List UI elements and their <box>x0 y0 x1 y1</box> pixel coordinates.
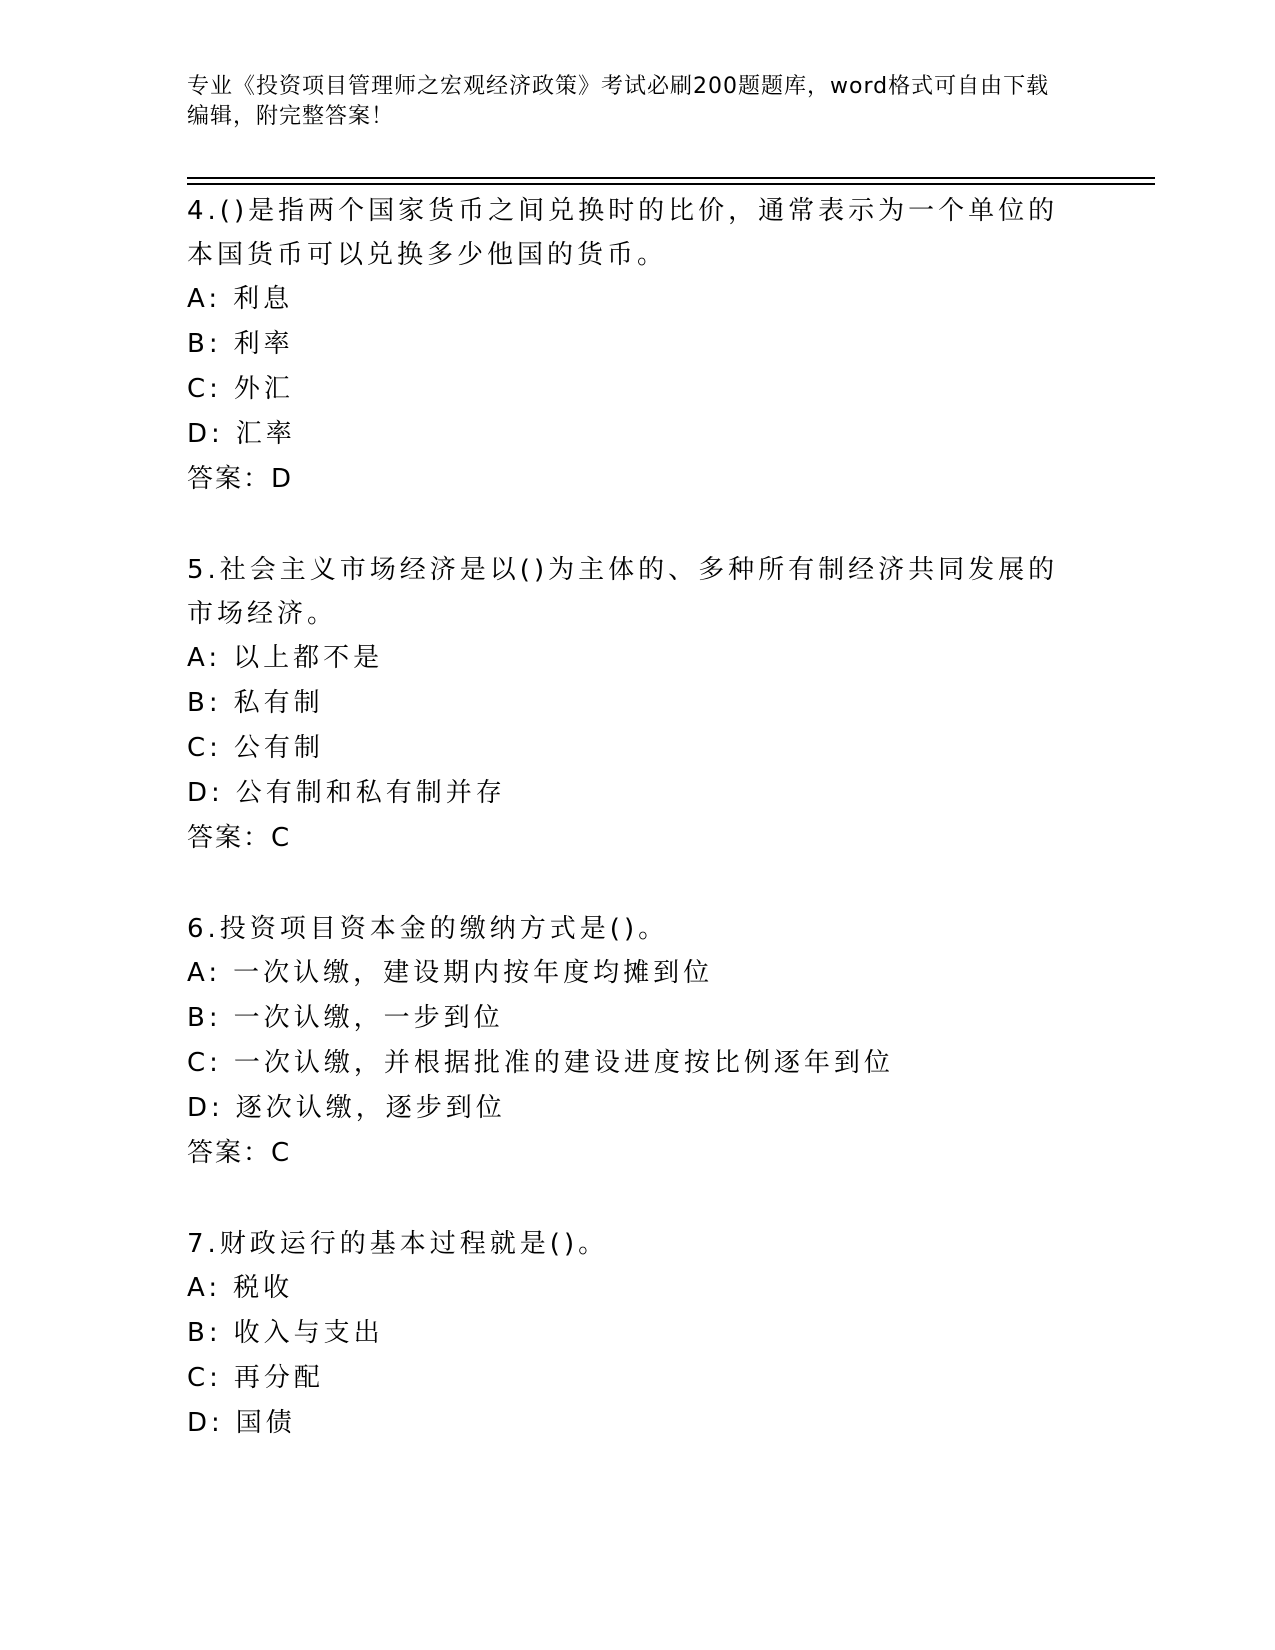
option-d: D: 汇率 <box>187 419 296 449</box>
option-key: C <box>187 733 210 763</box>
option-key: B <box>187 688 209 718</box>
option-key: B <box>187 1318 209 1348</box>
option-key: D <box>187 1408 212 1438</box>
option-text: 外汇 <box>233 374 294 404</box>
option-b: B: 利率 <box>187 329 294 359</box>
option-key: C <box>187 1048 210 1078</box>
option-key: C <box>187 1363 210 1393</box>
question-7 <box>187 1222 1067 1446</box>
question-4 <box>187 189 1067 502</box>
option-text: 一次认缴，建设期内按年度均摊到位 <box>233 958 714 988</box>
option-key: A <box>187 284 209 314</box>
question-5 <box>187 548 1067 861</box>
option-c: C: 公有制 <box>187 733 324 763</box>
option-a: A: 税收 <box>187 1273 294 1303</box>
option-key: D <box>187 419 212 449</box>
option-a: A: 一次认缴，建设期内按年度均摊到位 <box>187 958 714 988</box>
option-b: B: 收入与支出 <box>187 1318 384 1348</box>
option-d: D: 公有制和私有制并存 <box>187 778 506 808</box>
option-d: D: 逐次认缴，逐步到位 <box>187 1093 506 1123</box>
question-stem: 6.投资项目资本金的缴纳方式是()。 <box>187 914 669 944</box>
option-c: C: 再分配 <box>187 1363 324 1393</box>
header-divider-top <box>187 177 1155 179</box>
question-stem: 4.()是指两个国家货币之间兑换时的比价，通常表示为一个单位的本国货币可以兑换多少他国的货币。 <box>187 196 1059 270</box>
document-intro: 专业《投资项目管理师之宏观经济政策》考试必刷200题题库，word格式可自由下载编辑，附完整答案！ <box>187 74 1050 129</box>
question-6 <box>187 907 1067 1176</box>
option-text: 国债 <box>235 1408 296 1438</box>
option-text: 利率 <box>233 329 294 359</box>
option-text: 收入与支出 <box>233 1318 384 1348</box>
option-text: 税收 <box>233 1273 294 1303</box>
option-text: 再分配 <box>233 1363 324 1393</box>
option-key: C <box>187 374 210 404</box>
answer-line: 答案：C <box>187 823 292 853</box>
option-d: D: 国债 <box>187 1408 296 1438</box>
option-key: D <box>187 1093 212 1123</box>
option-key: A <box>187 1273 209 1303</box>
option-a: A: 以上都不是 <box>187 643 384 673</box>
option-text: 以上都不是 <box>233 643 384 673</box>
option-text: 逐次认缴，逐步到位 <box>235 1093 506 1123</box>
option-text: 利息 <box>233 284 294 314</box>
question-stem: 7.财政运行的基本过程就是()。 <box>187 1229 609 1259</box>
option-b: B: 私有制 <box>187 688 324 718</box>
option-key: D <box>187 778 212 808</box>
option-key: B <box>187 329 209 359</box>
option-text: 一次认缴，并根据批准的建设进度按比例逐年到位 <box>233 1048 894 1078</box>
option-c: C: 一次认缴，并根据批准的建设进度按比例逐年到位 <box>187 1048 894 1078</box>
header-divider-bottom <box>187 183 1155 185</box>
option-text: 公有制 <box>233 733 324 763</box>
question-list <box>187 189 1067 1446</box>
option-b: B: 一次认缴，一步到位 <box>187 1003 504 1033</box>
option-a: A: 利息 <box>187 284 294 314</box>
question-stem: 5.社会主义市场经济是以()为主体的、多种所有制经济共同发展的市场经济。 <box>187 555 1059 629</box>
option-key: B <box>187 1003 209 1033</box>
option-text: 一次认缴，一步到位 <box>233 1003 504 1033</box>
option-text: 公有制和私有制并存 <box>235 778 506 808</box>
option-text: 私有制 <box>233 688 324 718</box>
answer-line: 答案：C <box>187 1138 292 1168</box>
option-text: 汇率 <box>235 419 296 449</box>
answer-line: 答案：D <box>187 464 294 494</box>
option-key: A <box>187 643 209 673</box>
option-c: C: 外汇 <box>187 374 294 404</box>
option-key: A <box>187 958 209 988</box>
